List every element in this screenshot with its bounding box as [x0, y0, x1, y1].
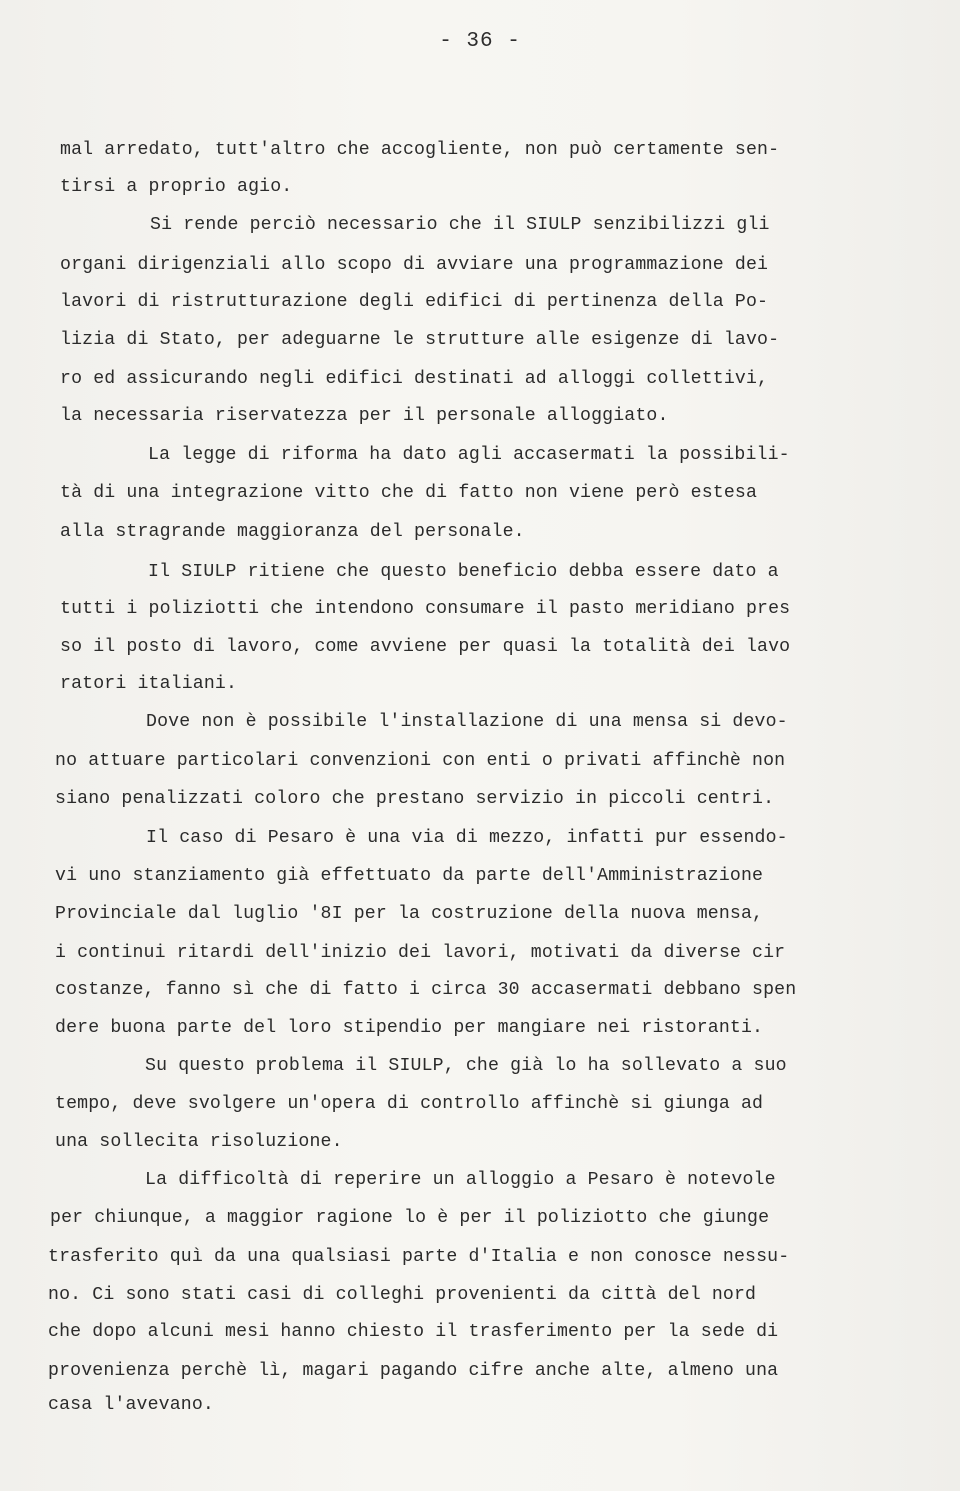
text-line: trasferito quì da una qualsiasi parte d'Italia e non conosce nessu- — [48, 1247, 790, 1267]
text-line: tempo, deve svolgere un'opera di controllo affinchè si giunga ad — [55, 1094, 764, 1114]
text-line: alla stragrande maggioranza del personale. — [60, 522, 525, 542]
text-line: Su questo problema il SIULP, che già lo ha sollevato a suo — [145, 1056, 787, 1076]
text-line: siano penalizzati coloro che prestano servizio in piccoli centri. — [55, 789, 775, 809]
text-line: Dove non è possibile l'installazione di una mensa si devo- — [146, 712, 788, 732]
text-line: lizia di Stato, per adeguarne le strutture alle esigenze di lavo- — [60, 330, 780, 350]
page-number: - 36 - — [439, 30, 521, 53]
text-line: mal arredato, tutt'altro che accogliente, non può certamente sen- — [60, 140, 780, 160]
text-line: La difficoltà di reperire un alloggio a Pesaro è notevole — [145, 1170, 776, 1190]
text-line: ratori italiani. — [60, 674, 238, 694]
text-line: che dopo alcuni mesi hanno chiesto il trasferimento per la sede di — [48, 1322, 779, 1342]
text-line: la necessaria riservatezza per il personale alloggiato. — [60, 406, 669, 426]
text-line: Si rende perciò necessario che il SIULP senzibilizzi gli — [150, 215, 770, 235]
text-line: no. Ci sono stati casi di colleghi provenienti da città del nord — [48, 1285, 757, 1305]
text-line: una sollecita risoluzione. — [55, 1132, 343, 1152]
text-line: tà di una integrazione vitto che di fatto non viene però estesa — [60, 483, 758, 503]
text-line: no attuare particolari convenzioni con enti o privati affinchè non — [55, 751, 786, 771]
text-line: Il caso di Pesaro è una via di mezzo, infatti pur essendo- — [146, 828, 788, 848]
text-line: lavori di ristrutturazione degli edifici di pertinenza della Po- — [60, 292, 769, 312]
text-line: organi dirigenziali allo scopo di avviare una programmazione dei — [60, 255, 769, 275]
text-line: Provinciale dal luglio '8I per la costruzione della nuova mensa, — [55, 904, 764, 924]
text-line: Il SIULP ritiene che questo beneficio debba essere dato a — [148, 562, 779, 582]
text-line: per chiunque, a maggior ragione lo è per il poliziotto che giunge — [50, 1208, 770, 1228]
text-line: casa l'avevano. — [48, 1395, 214, 1415]
text-line: provenienza perchè lì, magari pagando cifre anche alte, almeno una — [48, 1361, 779, 1381]
text-line: costanze, fanno sì che di fatto i circa 30 accasermati debbano spen — [55, 980, 797, 1000]
text-line: tutti i poliziotti che intendono consumare il pasto meridiano pres — [60, 599, 791, 619]
text-line: i continui ritardi dell'inizio dei lavori, motivati da diverse cir — [55, 943, 786, 963]
text-line: tirsi a proprio agio. — [60, 177, 293, 197]
text-line: La legge di riforma ha dato agli accasermati la possibili- — [148, 445, 790, 465]
text-line: dere buona parte del loro stipendio per mangiare nei ristoranti. — [55, 1018, 764, 1038]
text-line: vi uno stanziamento già effettuato da parte dell'Amministrazione — [55, 866, 764, 886]
text-line: so il posto di lavoro, come avviene per quasi la totalità dei lavo — [60, 637, 791, 657]
text-line: ro ed assicurando negli edifici destinati ad alloggi collettivi, — [60, 369, 769, 389]
